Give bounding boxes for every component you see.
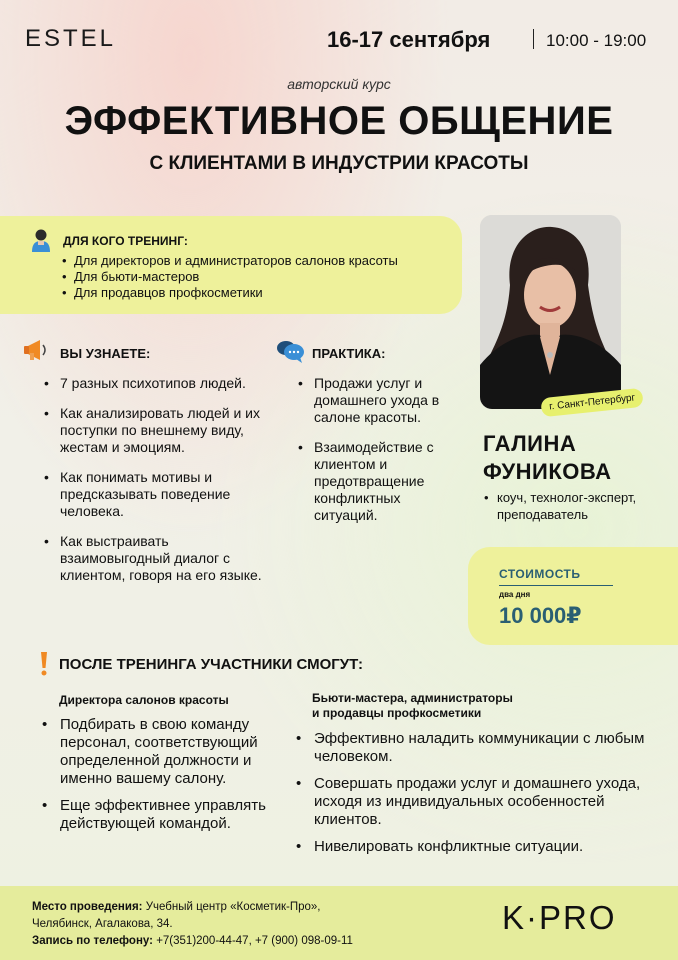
- outcomes-title: ПОСЛЕ ТРЕНИНГА УЧАСТНИКИ СМОГУТ:: [59, 656, 364, 673]
- price-label: СТОИМОСТЬ: [499, 567, 581, 581]
- price-duration: два дня: [499, 590, 531, 599]
- chat-bubbles-icon: [276, 339, 306, 363]
- venue-label: Место проведения:: [32, 901, 143, 913]
- megaphone-icon: [22, 338, 50, 362]
- list-item: • Взаимодействие с клиентом и предотвращение конфликтных ситуаций.: [298, 439, 448, 524]
- outcomes-right-heading-line1: Бьюти-мастера, администраторы: [312, 691, 513, 705]
- practice-title: ПРАКТИКА:: [312, 346, 386, 361]
- outcomes-right-heading: [312, 691, 513, 721]
- event-time: 10:00 - 19:00: [546, 31, 647, 50]
- phone-line: [32, 935, 353, 947]
- list-item: • Совершать продажи услуг и домашнего ухода, исходя из индивидуальных особенностей клиентов.: [296, 775, 646, 829]
- practice-list: [298, 375, 448, 524]
- list-item: • Еще эффективнее управлять действующей командой.: [42, 797, 292, 833]
- learn-list: [44, 375, 264, 584]
- list-item: • 7 разных психотипов людей.: [44, 375, 264, 392]
- venue-line: [32, 901, 321, 913]
- venue-value: Учебный центр «Косметик-Про»,: [145, 901, 321, 913]
- speaker-role: • коуч, технолог-эксперт, преподаватель: [484, 490, 637, 522]
- phone-label: Запись по телефону:: [32, 935, 153, 947]
- learn-title: ВЫ УЗНАЕТЕ:: [60, 346, 151, 361]
- list-item: • Эффективно наладить коммуникации с любым человеком.: [296, 730, 646, 766]
- audience-title: ДЛЯ КОГО ТРЕНИНГ:: [63, 234, 188, 248]
- page-subtitle: С КЛИЕНТАМИ В ИНДУСТРИИ КРАСОТЫ: [149, 153, 529, 174]
- phone-value: +7(351)200-44-47, +7 (900) 098-09-11: [156, 935, 353, 947]
- speaker-role-line2: преподаватель: [497, 507, 588, 522]
- course-label: авторский курс: [287, 76, 391, 92]
- audience-list: [62, 253, 398, 301]
- price-value: 10 000₽: [499, 603, 582, 628]
- list-item: • Для директоров и администраторов салонов красоты: [62, 253, 398, 269]
- page-title: ЭФФЕКТИВНОЕ ОБЩЕНИЕ: [64, 99, 614, 143]
- speaker-role-line1: коуч, технолог-эксперт,: [497, 490, 637, 505]
- list-item: • Продажи услуг и домашнего ухода в салоне красоты.: [298, 375, 448, 426]
- outcomes-right-list: [296, 730, 646, 856]
- venue-address: Челябинск, Агалакова, 34.: [32, 918, 173, 930]
- header-divider: [533, 29, 534, 49]
- list-item: • Для бьюти-мастеров: [62, 269, 398, 285]
- estel-logo: ESTEL: [25, 25, 117, 52]
- list-item: • Как анализировать людей и их поступки по внешнему виду, жестам и эмоциям.: [44, 405, 264, 456]
- person-icon: [31, 228, 51, 252]
- speaker-photo: [480, 215, 621, 409]
- kpro-logo: K·PRO: [502, 899, 617, 936]
- outcomes-left-heading: Директора салонов красоты: [59, 693, 229, 707]
- list-item: • Подбирать в свою команду персонал, соответствующий определенной должности и именно вашему салону.: [42, 716, 292, 788]
- event-date: 16-17 сентября: [327, 27, 491, 52]
- exclamation-icon: [40, 652, 48, 676]
- outcomes-right-heading-line2: и продавцы профкосметики: [312, 706, 482, 720]
- price-divider: [499, 585, 613, 586]
- speaker-first-name: ГАЛИНА: [483, 431, 577, 456]
- list-item: • Как понимать мотивы и предсказывать поведение человека.: [44, 469, 264, 520]
- list-item: • Как выстраивать взаимовыгодный диалог с клиентом, говоря на его языке.: [44, 533, 264, 584]
- speaker-name: [483, 430, 612, 486]
- list-item: • Нивелировать конфликтные ситуации.: [296, 838, 646, 856]
- speaker-city-badge: г. Санкт-Петербург: [540, 388, 644, 418]
- list-item: • Для продавцов профкосметики: [62, 285, 398, 301]
- outcomes-left-list: [42, 716, 292, 833]
- speaker-last-name: ФУНИКОВА: [483, 459, 612, 484]
